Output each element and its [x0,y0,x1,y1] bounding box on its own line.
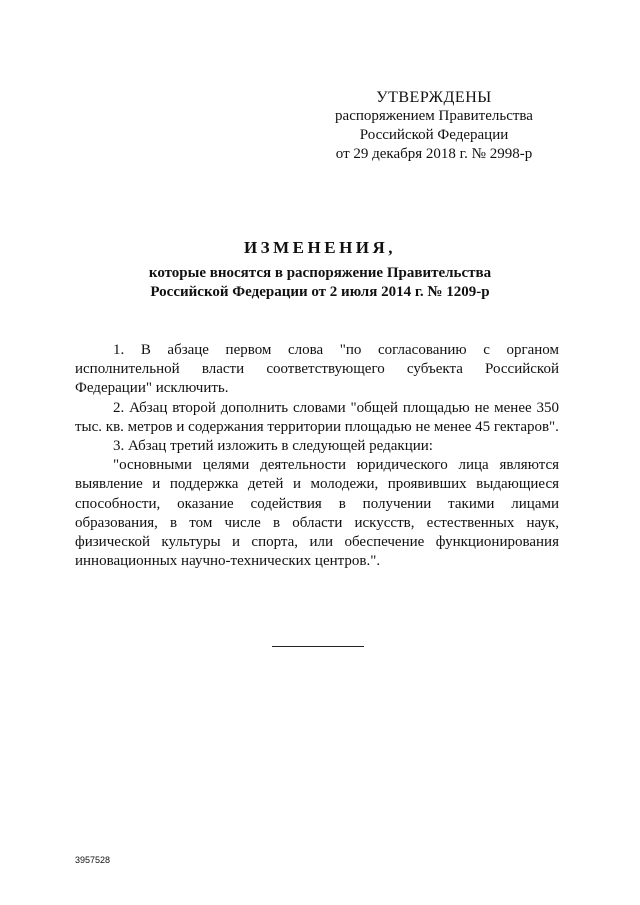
document-number: 3957528 [75,855,111,865]
subtitle-line-2: Российской Федерации от 2 июля 2014 г. № 1209-р [150,284,490,300]
end-divider [272,646,364,647]
approval-stamp [314,88,554,164]
paragraph-4: "основными целями деятельности юридического лица являются выявление и поддержка детей и молодежи, проявивших выдающиеся способности, оказание содействия в получении такими лицами образования, в том числе в области искусств, естественных наук, физической культуры и спорта, или обеспечение функционирования инновационных научно-технических центров.". [75,457,559,570]
paragraph-3: 3. Абзац третий изложить в следующей редакции: [113,438,433,455]
document-subtitle [0,264,640,302]
approval-line-2: Российской Федерации [359,127,509,143]
paragraph-1: 1. В абзаце первом слова "по согласованию с органом исполнительной власти соответствующего субъекта Российской Федерации" исключить. [75,342,559,397]
subtitle-line-1: которые вносятся в распоряжение Правительства [148,265,492,281]
approval-line-1: распоряжением Правительства [335,108,533,124]
approval-line-3: от 29 декабря 2018 г. № 2998-р [335,146,533,162]
document-title: ИЗМЕНЕНИЯ, [243,238,397,257]
paragraph-2: 2. Абзац второй дополнить словами "общей площадью не менее 350 тыс. кв. метров и содержания территории площадью не менее 45 гектаров". [75,399,559,435]
document-body [75,341,559,571]
approval-label: УТВЕРЖДЕНЫ [376,89,492,106]
